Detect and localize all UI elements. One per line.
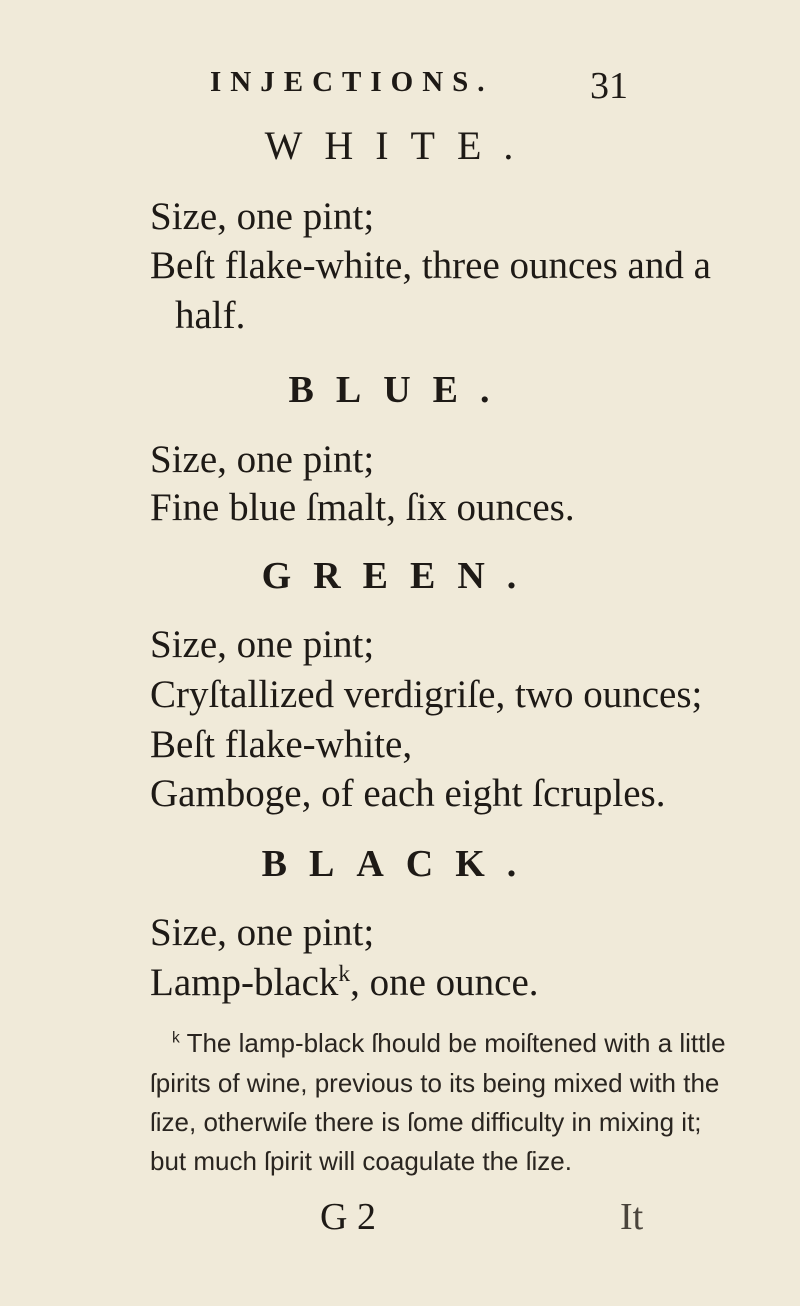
white-line-2: Beſt flake-white, three ounces and a: [150, 244, 711, 287]
black-line-2: [150, 960, 539, 1005]
footnote-reference-mark: k: [338, 961, 351, 987]
green-line-3: Beſt flake-white,: [150, 723, 413, 766]
section-title-green: GREEN.: [261, 555, 539, 597]
footnote-line-1: [172, 1028, 726, 1059]
page-number: 31: [590, 65, 628, 107]
running-title: INJECTIONS.: [210, 66, 494, 98]
footnote-mark: k: [172, 1029, 180, 1047]
green-line-4: Gamboge, of each eight ſcruples.: [150, 772, 666, 815]
blue-line-2: Fine blue ſmalt, ſix ounces.: [150, 486, 575, 529]
green-line-1: Size, one pint;: [150, 623, 375, 666]
lamp-black-quantity: , one ounce.: [350, 961, 539, 1004]
lamp-black-text: Lamp-black: [150, 961, 339, 1004]
footnote-line-3: ſize, otherwiſe there is ſome difficulty in mixing it;: [150, 1107, 702, 1137]
black-line-1: Size, one pint;: [150, 911, 375, 954]
footnote-text-1: The lamp-black ſhould be moiſtened with a little: [186, 1028, 726, 1058]
white-line-3: half.: [175, 294, 246, 337]
section-title-black: BLACK.: [261, 843, 539, 885]
signature-mark: G 2: [320, 1196, 376, 1238]
footnote-line-4: but much ſpirit will coagulate the ſize.: [150, 1146, 572, 1176]
white-line-1: Size, one pint;: [150, 195, 375, 238]
green-line-2: Cryſtallized verdigriſe, two ounces;: [150, 673, 703, 716]
catchword: It: [620, 1196, 644, 1238]
section-title-blue: BLUE.: [288, 369, 512, 411]
footnote-line-2: ſpirits of wine, previous to its being mixed with the: [150, 1068, 720, 1098]
section-title-white: WHITE.: [264, 123, 536, 168]
blue-line-1: Size, one pint;: [150, 438, 375, 481]
